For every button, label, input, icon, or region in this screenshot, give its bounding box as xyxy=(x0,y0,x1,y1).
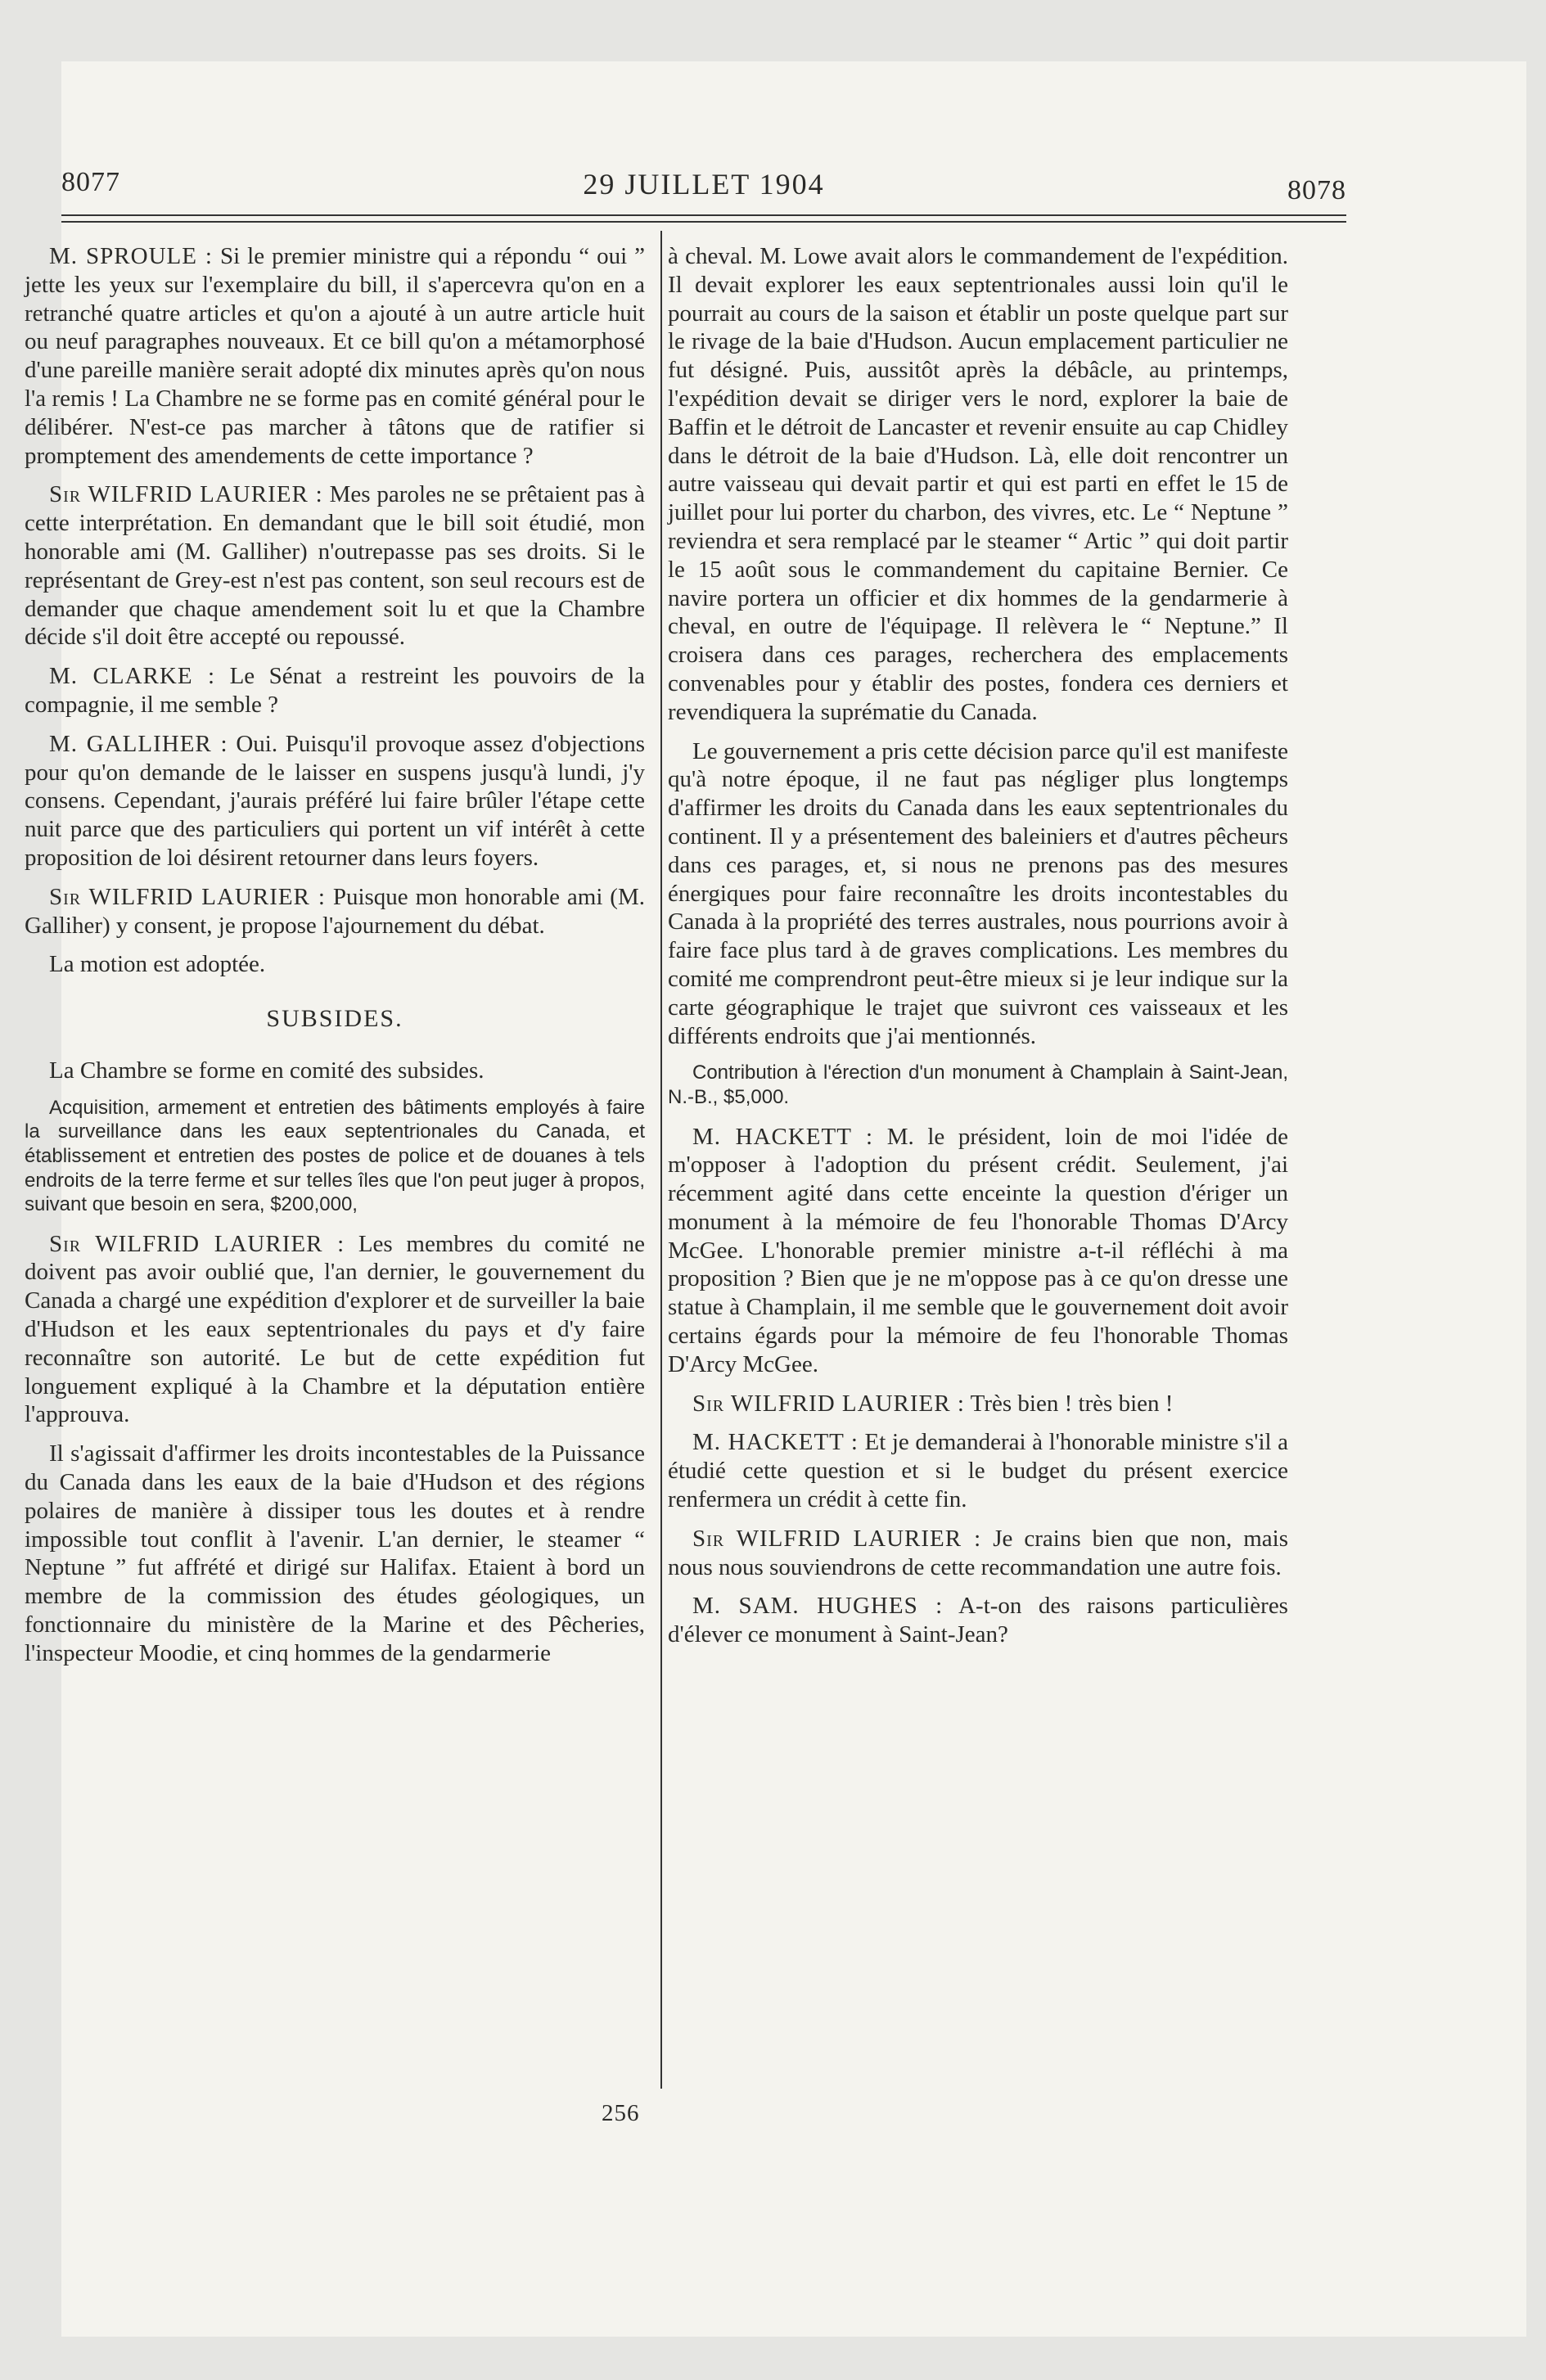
header-rule-top xyxy=(61,214,1346,216)
paragraph xyxy=(668,1123,1288,1379)
speaker-name: M. SAM. HUGHES : xyxy=(692,1593,944,1620)
paragraph-text: M. le président, loin de moi l'idée de m'opposer à l'adoption du présent crédit. Seulement, j'ai récemment agité dans cette enceinte la question d'ériger un monument à la mémoire de feu l'honorable Thomas D'Arcy McGee. L'honorable premier ministre a-t-il réfléchi à ma proposition ? Bien que je ne m'oppose pas à ce qu'on dresse une statue à Champlain, il me semble que le gouvernement doit avoir certains égards pour la mémoire de feu l'honorable Thomas D'Arcy McGee. xyxy=(668,1123,1288,1377)
paragraph xyxy=(668,1428,1288,1513)
paragraph-text: Mes paroles ne se prêtaient pas à cette interprétation. En demandant que le bill soit étudié, mon honorable ami (M. Galliher) n'outrepasse pas ses droits. Si le représentant de Grey-est n'est pas content, son seul recours est de demander que chaque amendement soit lu et que la Chambre décide s'il doit être accepté ou repoussé. xyxy=(25,481,646,651)
paragraph xyxy=(25,242,645,470)
paragraph xyxy=(25,662,645,719)
paragraph-text: Oui. Puisqu'il provoque assez d'objections pour qu'on demande de le laisser en suspens jusqu'à lundi, j'y consens. Cependant, j'aurais préféré lui faire brûler l'étape cette nuit parce que des particuliers qui portent un vif intérêt à cette proposition de loi désirent retourner dans leurs foyers. xyxy=(25,730,645,871)
paragraph-text: Le Sénat a restreint les pouvoirs de la compagnie, il me semble ? xyxy=(25,663,645,718)
paragraph-text: Et je demanderai à l'honorable ministre s'il a étudié cette question et si le budget du présent exercice renfermera un crédit à cette fin. xyxy=(668,1429,1289,1513)
paragraph xyxy=(668,1525,1288,1582)
section-title: SUBSIDES. xyxy=(266,1005,403,1033)
left-page-number: 8077 xyxy=(61,167,120,197)
left-column xyxy=(25,242,645,1679)
paragraph-text: Très bien ! très bien ! xyxy=(970,1390,1174,1417)
paragraph xyxy=(668,1592,1288,1649)
header-date: 29 JUILLET 1904 xyxy=(583,168,825,201)
paragraph xyxy=(668,1390,1288,1418)
estimate-item: Contribution à l'érection d'un monument à Champlain à Saint-Jean, N.-B., $5,000. xyxy=(668,1062,1288,1108)
paragraph-text: A-t-on des raisons particulières d'élever ce monument à Saint-Jean? xyxy=(668,1593,1288,1648)
paragraph xyxy=(25,950,645,979)
speaker-name: M. CLARKE : xyxy=(49,663,216,690)
right-page-number: 8078 xyxy=(1287,175,1346,205)
paragraph xyxy=(668,242,1288,727)
paragraph-text: La motion est adoptée. xyxy=(49,951,266,978)
paragraph xyxy=(668,737,1288,1051)
paragraph-text: Le gouvernement a pris cette décision parce qu'il est manifeste qu'à notre époque, il ne faut pas négliger plus longtemps d'affirmer les droits du Canada dans les eaux septentrionales du continent. Il y a présentement des baleiniers et d'autres pêcheurs dans ces parages, et, si nous ne prenons pas des mesures énergiques pour faire reconnaître les droits incontestables du Canada à la propriété des terres australes, nous pourrions avoir à faire face plus tard à de graves complications. Les membres du comité me comprendront peut-être mieux si je leur indique sur la carte géographique le trajet que suivront ces vaisseaux et les différents endroits que j'ai mentionnés. xyxy=(668,737,1288,1049)
paragraph xyxy=(25,730,645,872)
speaker-name: M. HACKETT : xyxy=(692,1429,859,1456)
speaker-name: Sir WILFRID LAURIER : xyxy=(49,1230,345,1257)
page-header xyxy=(61,156,1346,213)
speaker-name: M. GALLIHER : xyxy=(49,730,228,757)
speaker-name: Sir WILFRID LAURIER : xyxy=(49,481,323,508)
paragraph-text: Je crains bien que non, mais nous nous souviendrons de cette recommandation une autre fois. xyxy=(668,1525,1288,1580)
page-footer-number: 256 xyxy=(602,2100,640,2126)
header-rule-bottom xyxy=(61,221,1346,223)
speaker-name: M. SPROULE : xyxy=(49,243,213,269)
right-column xyxy=(668,242,1288,1660)
column-divider xyxy=(660,231,662,2089)
estimate-item: Acquisition, armement et entretien des bâtiments employés à faire la surveillance dans les eaux septentrionales du Canada, et établissement et entretien des postes de police et de douanes à tels endroits de la terre ferme et sur telles îles que l'on peut juger à propos, suivant que besoin en sera, $200,000, xyxy=(25,1096,645,1216)
paragraph-text: La Chambre se forme en comité des subsides. xyxy=(49,1057,485,1084)
speaker-name: M. HACKETT : xyxy=(692,1123,874,1150)
speaker-name: Sir WILFRID LAURIER : xyxy=(692,1390,965,1417)
paragraph-text: Il s'agissait d'affirmer les droits incontestables de la Puissance du Canada dans les eaux de la baie d'Hudson et des régions polaires de manière à dissiper tous les doutes et à rendre impossible tout conflit à l'avenir. L'an dernier, le steamer “ Neptune ” fut affrété et dirigé sur Halifax. Etaient à bord un membre de la commission des études géologiques, un fonctionnaire du ministère de la Marine et des Pêcheries, l'inspecteur Moodie, et cinq hommes de la gendarmerie xyxy=(25,1440,645,1666)
paragraph-text: Puisque mon honorable ami (M. Galliher) y consent, je propose l'ajournement du débat. xyxy=(25,883,646,939)
paragraph xyxy=(25,1440,645,1667)
paragraph-text: Les membres du comité ne doivent pas avoir oublié que, l'an dernier, le gouvernement du Canada a chargé une expédition d'explorer et de surveiller la baie d'Hudson et les eaux septentrionales du pays et d'y faire reconnaître son autorité. Le but de cette expédition fut longuement expliqué à la Chambre et la députation entière l'approuva. xyxy=(25,1230,645,1428)
paragraph xyxy=(25,883,645,940)
speaker-name: Sir WILFRID LAURIER : xyxy=(692,1525,982,1552)
paragraph xyxy=(25,1230,645,1430)
paragraph xyxy=(25,480,645,651)
paragraph-text: à cheval. M. Lowe avait alors le commandement de l'expédition. Il devait explorer les eaux septentrionales aussi loin qu'il le pourrait au cours de la saison et établir un poste quelque part sur le rivage de la baie d'Hudson. Aucun emplacement particulier ne fut désigné. Puis, aussitôt après la débâcle, au printemps, l'expédition devait se diriger vers le nord, explorer la baie de Baffin et le détroit de Lancaster et revenir ensuite au cap Chidley dans le détroit de la baie d'Hudson. Là, elle doit rencontrer un autre vaisseau qui devait partir et qui est parti en effet le 15 de juillet pour lui porter du charbon, des vivres, etc. Le “ Neptune ” reviendra et sera remplacé par le steamer “ Artic ” qui doit partir le 15 août sous le commandement du capitaine Bernier. Ce navire portera un officier et dix hommes de la gendarmerie à cheval, en outre de l'équipage. Il relèvera le “ Neptune.” Il croisera dans ces parages, recherchera des emplacements convenables pour y établir des postes, fondera ces derniers et revendiquera la suprématie du Canada. xyxy=(668,243,1288,725)
paragraph xyxy=(25,1057,645,1085)
paragraph-text: Si le premier ministre qui a répondu “ oui ” jette les yeux sur l'exemplaire du bill, il s'apercevra qu'on en a retranché quatre articles et qu'on a ajouté à un autre article huit ou neuf paragraphes nouveaux. Et ce bill qu'on a métamorphosé d'une pareille manière serait adopté dix minutes après qu'on nous l'a remis ! La Chambre ne se forme pas en comité général pour le délibérer. N'est-ce pas marcher à tâtons que de ratifier si promptement des amendements de cette importance ? xyxy=(25,243,646,469)
speaker-name: Sir WILFRID LAURIER : xyxy=(49,883,326,910)
